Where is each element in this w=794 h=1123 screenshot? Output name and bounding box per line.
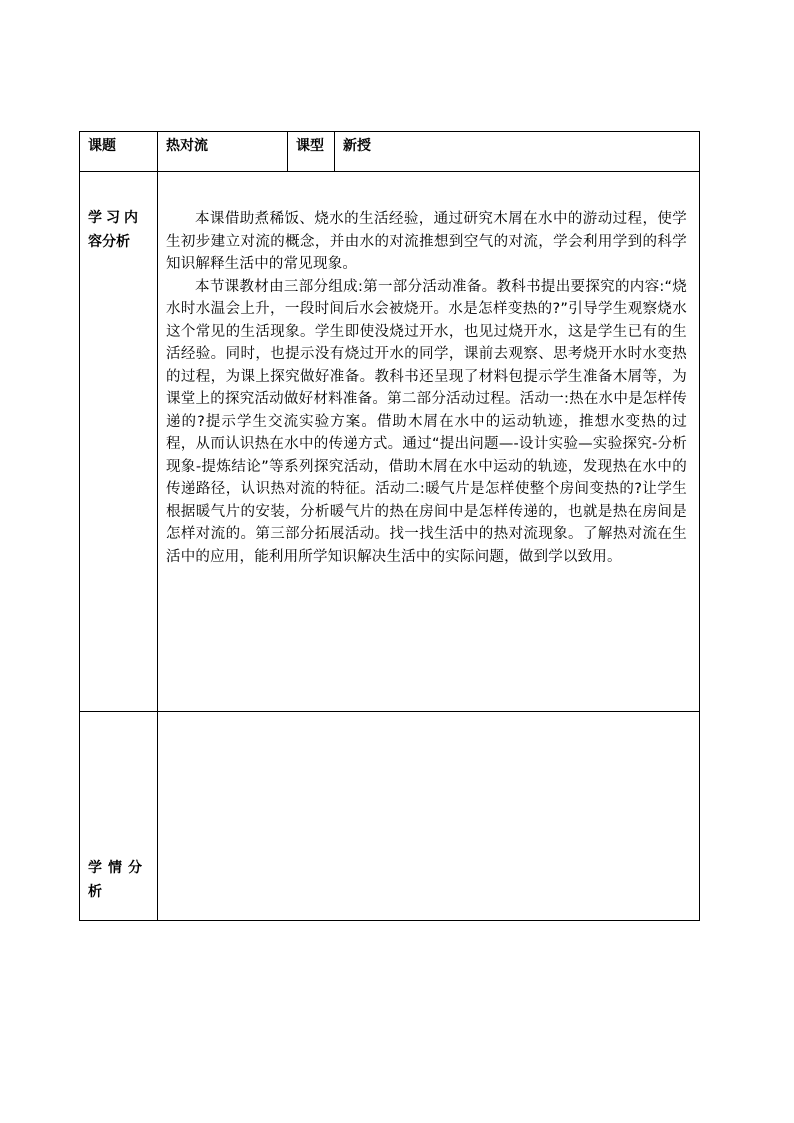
- student-analysis-body: [158, 712, 700, 921]
- content-analysis-row: [80, 172, 700, 712]
- student-analysis-row: [80, 712, 700, 921]
- content-analysis-body: [158, 172, 700, 712]
- content-analysis-label-cell: [80, 172, 158, 712]
- student-analysis-label-line1: 学情分: [88, 860, 148, 876]
- student-analysis-label-cell: [80, 712, 158, 921]
- content-paragraph-1: 本课借助煮稀饭、烧水的生活经验，通过研究木屑在水中的游动过程，使学生初步建立对流的概念，并由水的对流推想到空气的对流，学会利用学到的科学知识解释生活中的常见现象。: [166, 211, 687, 272]
- lesson-plan-table: [79, 131, 700, 921]
- topic-value: 热对流: [158, 132, 288, 172]
- type-label: 课型: [288, 132, 335, 172]
- student-analysis-label-line2: 析: [88, 884, 106, 900]
- header-row: [80, 132, 700, 172]
- content-analysis-label-line1: 学习内: [88, 210, 142, 226]
- lesson-plan-sheet: [79, 131, 699, 900]
- type-value: 新授: [335, 132, 700, 172]
- topic-label: 课题: [80, 132, 158, 172]
- content-analysis-label-line2: 容分析: [88, 234, 130, 250]
- content-paragraph-2: 本节课教材由三部分组成:第一部分活动准备。教科书提出要探究的内容:“烧水时水温会上升，一段时间后水会被烧开。水是怎样变热的?”引导学生观察烧水这个常见的生活现象。学生即使没烧过开水，也见过烧开水，这是学生已有的生活经验。同时，也提示没有烧过开水的同学，课前去观察、思考烧开水时水变热的过程，为课上探究做好准备。教科书还呈现了材料包提示学生准备木屑等，为课堂上的探究活动做好材料准备。第二部分活动过程。活动一:热在水中是怎样传递的?提示学生交流实验方案。借助木屑在水中的运动轨迹，推想水变热的过程，从而认识热在水中的传递方式。通过“提出问题—-设计实验—实验探究-分析现象-提炼结论”等系列探究活动，借助木屑在水中运动的轨迹，发现热在水中的传递路径，认识热对流的特征。活动二:暖气片是怎样使整个房间变热的?让学生根据暖气片的安装，分析暖气片的热在房间中是怎样传递的，也就是热在房间是怎样对流的。第三部分拓展活动。找一找生活中的热对流现象。了解热对流在生活中的应用，能利用所学知识解决生活中的实际问题，做到学以致用。: [166, 278, 687, 565]
